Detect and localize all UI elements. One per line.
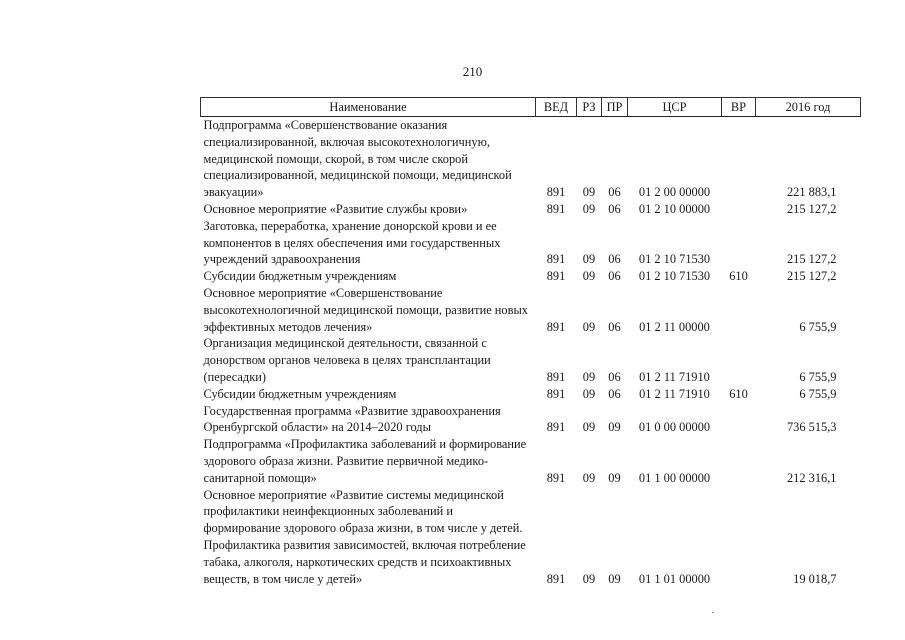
row-vr [722, 487, 756, 588]
table-row [201, 403, 861, 437]
page-number: 210 [462, 64, 483, 79]
row-csr: 01 1 01 00000 [638, 571, 711, 586]
row-rz: 09 [582, 269, 596, 284]
row-amount: 6 755,9 [799, 319, 837, 334]
row-ved: 891 [546, 470, 566, 485]
header-name: Наименование [201, 98, 536, 117]
row-pr: 09 [608, 420, 621, 435]
row-amount: 221 883,1 [786, 185, 837, 200]
row-ved: 891 [546, 269, 566, 284]
header-pr: ПР [602, 98, 628, 117]
row-rz: 09 [582, 319, 596, 334]
row-name: Субсидии бюджетным учреждениям [203, 269, 397, 284]
table-row [201, 436, 861, 486]
table-row [201, 335, 861, 385]
row-name: Подпрограмма «Совершенствование оказания специализированной, включая высокотехнологичную, медицинской помощи, скорой, в том числе скорой специализированной, медицинской помощи, медицинской эвакуации» [203, 118, 512, 200]
budget-table [200, 97, 861, 587]
row-pr: 06 [608, 269, 621, 284]
row-rz: 09 [582, 369, 596, 384]
row-ved: 891 [546, 571, 566, 586]
row-vr [722, 335, 756, 385]
row-csr: 01 0 00 00000 [638, 420, 711, 435]
row-csr: 01 2 00 00000 [638, 185, 711, 200]
row-amount: 6 755,9 [799, 369, 837, 384]
row-name: Подпрограмма «Профилактика заболеваний и формирование здорового образа жизни. Развитие первичной медико-санитарной помощи» [203, 437, 527, 485]
row-vr: 610 [729, 386, 748, 401]
row-csr: 01 2 10 71530 [638, 269, 711, 284]
row-amount: 215 127,2 [786, 252, 837, 267]
row-pr: 06 [608, 252, 621, 267]
row-amount: 212 316,1 [786, 470, 837, 485]
row-csr: 01 2 10 71530 [638, 252, 711, 267]
row-pr: 06 [608, 386, 621, 401]
row-pr: 09 [608, 571, 621, 586]
table-row [201, 386, 861, 403]
row-amount: 215 127,2 [786, 201, 837, 216]
row-rz: 09 [582, 201, 596, 216]
row-ved: 891 [546, 386, 566, 401]
table-row [201, 201, 861, 218]
row-pr: 06 [608, 185, 621, 200]
row-ved: 891 [546, 185, 566, 200]
row-amount: 736 515,3 [786, 420, 837, 435]
row-rz: 09 [582, 386, 596, 401]
row-name: Государственная программа «Развитие здравоохранения Оренбургской области» на 2014–2020 годы [203, 403, 501, 435]
row-rz: 09 [582, 185, 596, 200]
row-vr [722, 117, 756, 201]
row-amount: 19 018,7 [793, 571, 837, 586]
row-name: Заготовка, переработка, хранение донорской крови и ее компонентов в целях обеспечения ими государственных учреждений здравоохранения [203, 218, 501, 267]
row-rz: 09 [582, 252, 596, 267]
table-header-row [201, 98, 861, 117]
row-name: Субсидии бюджетным учреждениям [203, 386, 397, 401]
row-vr [722, 218, 756, 268]
row-vr [722, 285, 756, 335]
scan-speck [712, 612, 714, 613]
row-ved: 891 [546, 369, 566, 384]
row-csr: 01 2 11 71910 [639, 386, 710, 401]
table-row [201, 117, 861, 201]
row-amount: 215 127,2 [786, 269, 837, 284]
table-row [201, 285, 861, 335]
header-ved: ВЕД [536, 98, 577, 117]
row-name: Основное мероприятие «Развитие службы крови» [203, 201, 468, 216]
row-pr: 06 [608, 201, 621, 216]
row-amount: 6 755,9 [799, 386, 837, 401]
table-row [201, 268, 861, 285]
row-ved: 891 [546, 319, 566, 334]
row-pr: 06 [608, 319, 621, 334]
table-row [201, 487, 861, 588]
row-rz: 09 [582, 470, 596, 485]
row-vr [722, 436, 756, 486]
row-name: Основное мероприятие «Совершенствование высокотехнологичной медицинской помощи, развитие новых эффективных методов лечения» [203, 285, 529, 334]
row-csr: 01 1 00 00000 [638, 470, 711, 485]
row-name: Основное мероприятие «Развитие системы медицинской профилактики неинфекционных заболеваний и формирование здорового образа жизни, в том числе у детей. Профилактика развития зависимостей, включая потребление табака, алкоголя, наркотических средств и психоактивных веществ, в том числе у детей» [203, 487, 526, 586]
header-rz: РЗ [577, 98, 602, 117]
table-row [201, 218, 861, 268]
row-ved: 891 [546, 420, 566, 435]
header-year: 2016 год [756, 98, 861, 117]
row-vr: 610 [729, 269, 748, 284]
row-vr [722, 201, 756, 218]
row-rz: 09 [582, 420, 596, 435]
row-pr: 09 [608, 470, 621, 485]
row-csr: 01 2 10 00000 [638, 201, 711, 216]
row-ved: 891 [546, 201, 566, 216]
row-ved: 891 [546, 252, 566, 267]
row-csr: 01 2 11 00000 [639, 319, 710, 334]
header-csr: ЦСР [628, 98, 722, 117]
header-vr: ВР [722, 98, 756, 117]
row-vr [722, 403, 756, 437]
row-rz: 09 [582, 571, 596, 586]
row-pr: 06 [608, 369, 621, 384]
row-name: Организация медицинской деятельности, связанной с донорством органов человека в целях трансплантации (пересадки) [203, 336, 491, 384]
row-csr: 01 2 11 71910 [639, 369, 710, 384]
